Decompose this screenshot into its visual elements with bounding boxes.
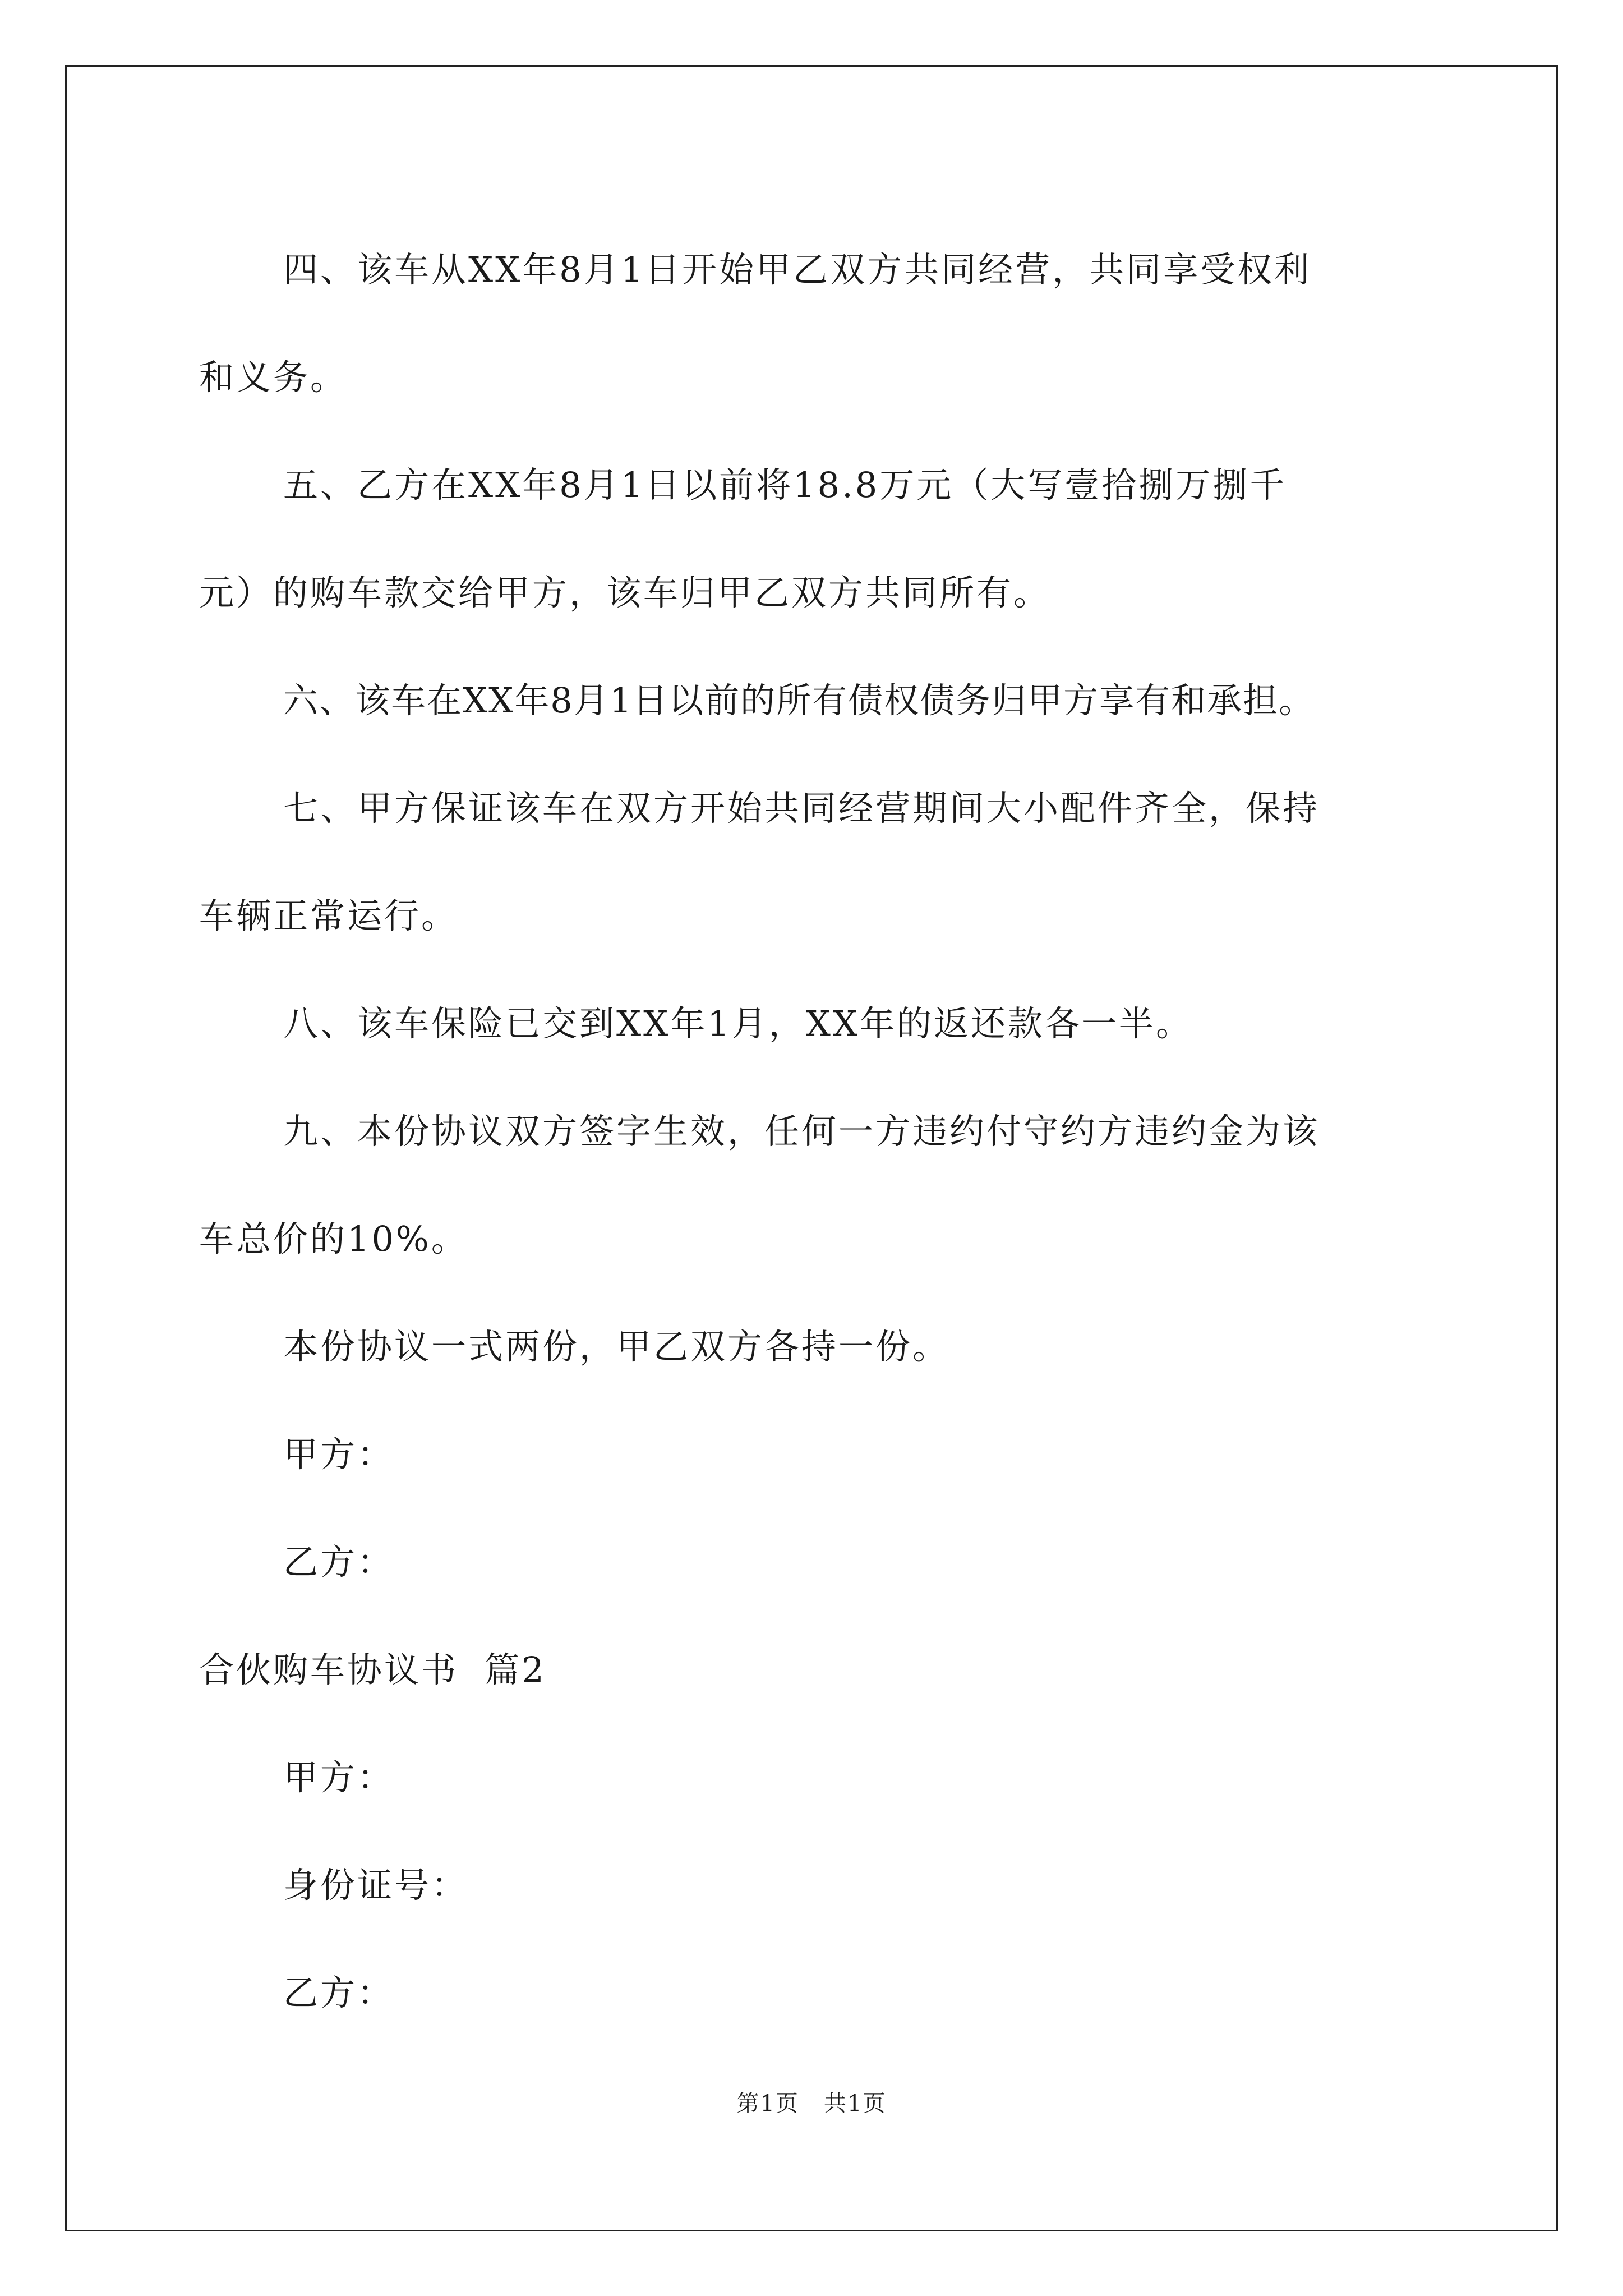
paragraph-copies: [199, 1293, 1436, 1401]
text-line: 和义务。: [199, 357, 348, 398]
text-line: 身份证号：: [283, 1865, 469, 1906]
text-line: 五、乙方在XX年8月1日以前将18.8万元（大写壹拾捌万捌千: [283, 464, 1287, 505]
text-line: 甲方：: [283, 1434, 395, 1475]
paragraph-clause-8: [199, 970, 1436, 1078]
text-line: 车辆正常运行。: [199, 895, 459, 936]
paragraph-clause-9: [199, 1078, 1436, 1293]
text-line: 四、该车从XX年8月1日开始甲乙双方共同经营，共同享受权利: [283, 249, 1312, 290]
text-line: 乙方：: [283, 1542, 395, 1582]
party-b-label: [199, 1939, 1436, 2047]
page-number-label: 第1页 共1页: [736, 2091, 887, 2116]
text-line: 九、本份协议双方签字生效，任何一方违约付守约方违约金为该: [283, 1111, 1320, 1152]
text-line: 合伙购车协议书 篇2: [199, 1649, 546, 1690]
party-a-label: [199, 1724, 1436, 1832]
text-line: 七、甲方保证该车在双方开始共同经营期间大小配件齐全，保持: [283, 788, 1320, 829]
id-number-label: [199, 1832, 1436, 1939]
text-line: 八、该车保险已交到XX年1月，XX年的返还款各一半。: [283, 1003, 1193, 1044]
text-line: 元）的购车款交给甲方，该车归甲乙双方共同所有。: [199, 572, 1051, 613]
party-a-signature-label: [199, 1401, 1436, 1508]
text-line: 本份协议一式两份，甲乙双方各持一份。: [283, 1326, 950, 1367]
text-line: 六、该车在XX年8月1日以前的所有债权债务归甲方享有和承担。: [283, 680, 1315, 721]
paragraph-clause-7: [199, 754, 1436, 970]
paragraph-clause-5: [199, 431, 1436, 647]
section-heading: [199, 1616, 1436, 1724]
paragraph-clause-4: [199, 216, 1436, 431]
party-b-signature-label: [199, 1508, 1436, 1616]
paragraph-clause-6: [199, 647, 1436, 754]
page-footer: [0, 2086, 1623, 2118]
document-body: [199, 216, 1436, 2047]
text-line: 乙方：: [283, 1972, 395, 2013]
text-line: 甲方：: [283, 1757, 395, 1798]
text-line: 车总价的10%。: [199, 1218, 468, 1259]
